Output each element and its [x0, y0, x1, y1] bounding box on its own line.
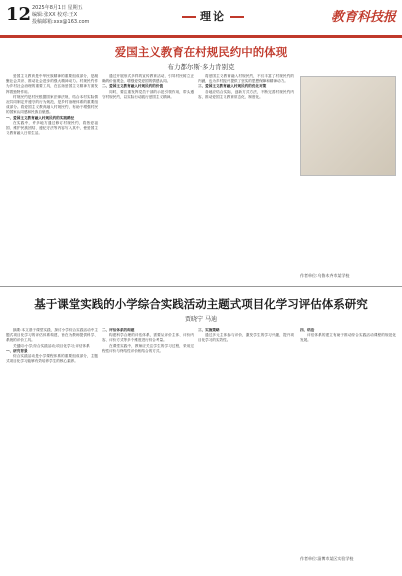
paragraph: 关键词:小学;综合实践活动;项目化学习;评估体系 — [13, 343, 90, 348]
meta-line: 编辑:张XX 校对:王X — [32, 12, 78, 18]
paragraph: 综合实践活动是小学课程体系的重要组成部分，主题式项目化学习能够有效培养学生的核心素养。 — [6, 354, 98, 364]
article1-column-2 — [102, 74, 194, 282]
article2-column-2 — [102, 328, 194, 568]
masthead — [0, 0, 402, 36]
meta-line: 2025年8月1日 星期五 — [32, 5, 83, 11]
paragraph: 评估体系的建立有助于推动综合实践活动课程的规范化发展。 — [300, 333, 396, 343]
paragraph: 各地应结合实际，创新方式方法，不断完善村规民约内容，推动爱国主义教育常态化、制度化。 — [198, 89, 294, 99]
article1-column-3 — [198, 74, 294, 282]
subhead: 一、研究背景 — [6, 348, 28, 353]
paragraph: 通过开展形式多样的宣传教育活动，引导村民树立正确的价值观念，增强爱党爱国的情感认同。 — [102, 74, 194, 84]
article2-column-1 — [6, 328, 98, 568]
red-rule — [0, 36, 402, 38]
article2-column-4 — [300, 328, 396, 552]
subhead: 四、结语 — [300, 328, 315, 332]
subhead: 三、爱国主义教育融入村规民约的优化对策 — [198, 84, 267, 89]
newspaper-brand: 教育科技报 — [330, 10, 396, 25]
section-title: 理论 — [178, 8, 248, 24]
subhead: 一、爱国主义教育融入村规民约的实践路径 — [6, 115, 75, 120]
paragraph: 构建科学合理的评估体系，需要从评价主体、评价内容、评价方式等多个维度进行综合考量。 — [102, 333, 194, 343]
meta-line: 投稿邮箱:xxx@163.com — [32, 19, 90, 25]
paragraph: 村规民约是村民根据国家法律法规，结合本村实际情况共同制定并遵守的行为规范，是乡村治理体系的重要组成部分。将爱国主义教育融入村规民约，有助于增强村民的国家认同感和民族自豪感。 — [6, 94, 98, 115]
article1-headline: 爱国主义教育在村规民约中的体现 — [114, 45, 288, 59]
article1-column-1 — [6, 74, 98, 282]
subhead: 三、实施策略 — [198, 328, 220, 332]
section-divider — [0, 286, 402, 287]
article2-author-caption: 作者单位:淄博市某区实验学校 — [300, 556, 354, 561]
paragraph: 爱国主义教育是中华民族精神的重要组成部分，是凝聚社会共识、推动社会进步的强大精神动力。村规民约作为乡村社会治理的重要工具，在弘扬爱国主义精神方面发挥着独特作用。 — [6, 74, 98, 94]
paragraph: 同时，要注重发挥党员干部的示范引领作用，带头遵守村规民约，以实际行动践行爱国主义精神。 — [102, 89, 194, 99]
paragraph: 将爱国主义教育融入村规民约，不仅丰富了村规民约的内涵，也为乡村振兴提供了坚实的思想保障和精神动力。 — [198, 74, 294, 84]
issue-meta — [32, 5, 89, 26]
article2-headline: 基于课堂实践的小学综合实践活动主题式项目化学习评估体系研究 — [34, 297, 368, 311]
paragraph: 在实践中，许多地方通过修订村规民约，将热爱祖国、维护民族团结、遵纪守法等内容写入其中，使爱国主义教育融入日常生活。 — [6, 120, 98, 136]
article1-byline: 布力都尔斯·多力肯别克 — [167, 63, 235, 71]
subhead: 二、评估体系的构建 — [102, 328, 135, 332]
article-photo — [300, 76, 396, 176]
paragraph: 摘要:本文基于课堂实践，探讨小学综合实践活动中主题式项目化学习的评估体系构建，旨在为教师提供科学、系统的评价工具。 — [6, 328, 98, 343]
subhead: 二、爱国主义教育融入村规民约的价值 — [102, 84, 164, 89]
paragraph: 通过多元主体参与评价，激发学生的学习兴趣，提升项目化学习的实效性。 — [198, 333, 294, 343]
paragraph: 在课堂实践中，教师应关注学生的学习过程，采用过程性评价与终结性评价相结合的方式。 — [102, 343, 194, 353]
article1-author-caption: 作者单位:乌鲁木齐市某学校 — [300, 273, 350, 278]
article2-byline: 贾晓宁 马迪 — [185, 316, 217, 323]
page-number: 12 — [6, 4, 32, 25]
article2-column-3 — [198, 328, 294, 568]
